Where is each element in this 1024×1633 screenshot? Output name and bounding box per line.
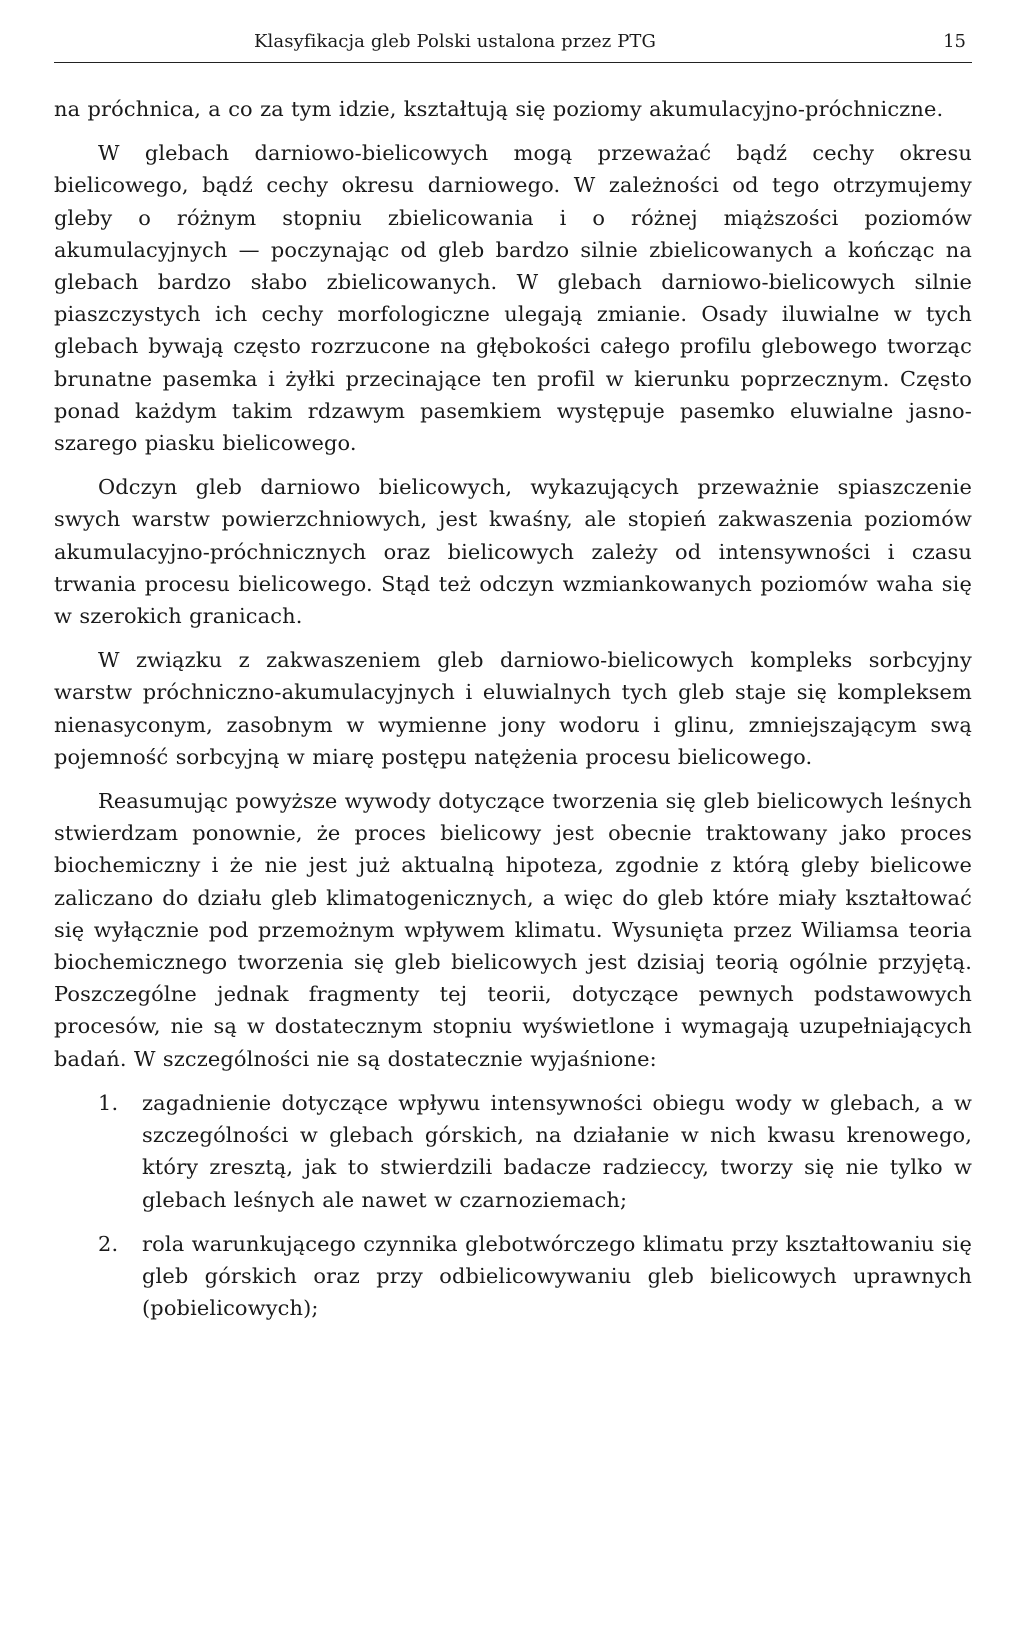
paragraph: Reasumując powyższe wywody dotyczące tworzenia się gleb bielicowych leśnych stwierdzam ponownie, że proces bielicowy jest obecnie traktowany jako proces biochemiczny i że nie jest już aktualną hipoteza, zgodnie z którą gleby bielicowe zaliczano do działu gleb klimatogenicznych, a więc do gleb które miały kształtować się wyłącznie pod przemożnym wpływem klimatu. Wysunięta przez Wiliamsa teoria biochemicznego tworzenia się gleb bielicowych jest dzisiaj teorią ogólnie przyjętą. Poszczególne jednak fragmenty tej teorii, dotyczące pewnych podstawowych procesów, nie są w dostatecznym stopniu wyświetlone i wymagają uzupełniających badań. W szczególności nie są dostatecznie wyjaśnione: [54,789,972,1071]
paragraph: W związku z zakwaszeniem gleb darniowo-bielicowych kompleks sorbcyjny warstw próchniczno-akumulacyjnych i eluwialnych tych gleb staje się kompleksem nienasyconym, zasobnym w wymienne jony wodoru i glinu, zmniejszającym swą pojemność sorbcyjną w miarę postępu natężenia procesu bielicowego. [54,648,972,769]
running-header [54,28,972,63]
list-item-text: rola warunkującego czynnika glebotwórczego klimatu przy kształtowaniu się gleb górskich oraz przy odbielicowywaniu gleb bielicowych uprawnych (pobielicowych); [142,1231,972,1321]
paragraph-continuation: na próchnica, a co za tym idzie, kształtują się poziomy akumulacyjno-próchniczne. [54,97,944,121]
running-title: Klasyfikacja gleb Polski ustalona przez PTG [254,31,656,52]
paragraph: W glebach darniowo-bielicowych mogą przeważać bądź cechy okresu bielicowego, bądź cechy okresu darniowego. W zależności od tego otrzymujemy gleby o różnym stopniu zbielicowania i o różnej miąższości poziomów akumulacyjnych — poczynając od gleb bardzo silnie zbielicowanych a kończąc na glebach bardzo słabo zbielicowanych. W glebach darniowo-bielicowych silnie piaszczystych ich cechy morfologiczne ulegają zmianie. Osady iluwialne w tych glebach bywają często rozrzucone na głębokości całego profilu glebowego tworząc brunatne pasemka i żyłki przecinające ten profil w kierunku poprzecznym. Często ponad każdym takim rdzawym pasemkiem występuje pasemko eluwialne jasno-szarego piasku bielicowego. [54,141,972,456]
list-item-text: zagadnienie dotyczące wpływu intensywności obiegu wody w glebach, a w szczególności w glebach górskich, na działanie w nich kwasu krenowego, który zresztą, jak to stwierdzili badacze radzieccy, tworzy się nie tylko w glebach leśnych ale nawet w czarnoziemach; [142,1090,972,1212]
list-item [54,1087,972,1216]
body-text [54,93,972,1324]
list-item-number: 1. [98,1090,119,1115]
enumerated-list [54,1087,972,1324]
list-item [54,1228,972,1325]
page-number: 15 [943,31,966,52]
paragraph: Odczyn gleb darniowo bielicowych, wykazujących przeważnie spiaszczenie swych warstw powierzchniowych, jest kwaśny, ale stopień zakwaszenia poziomów akumulacyjno-próchnicznych oraz bielicowych zależy od intensywności i czasu trwania procesu bielicowego. Stąd też odczyn wzmiankowanych poziomów waha się w szerokich granicach. [54,475,972,629]
document-page [54,28,972,1336]
list-item-number: 2. [98,1231,119,1256]
